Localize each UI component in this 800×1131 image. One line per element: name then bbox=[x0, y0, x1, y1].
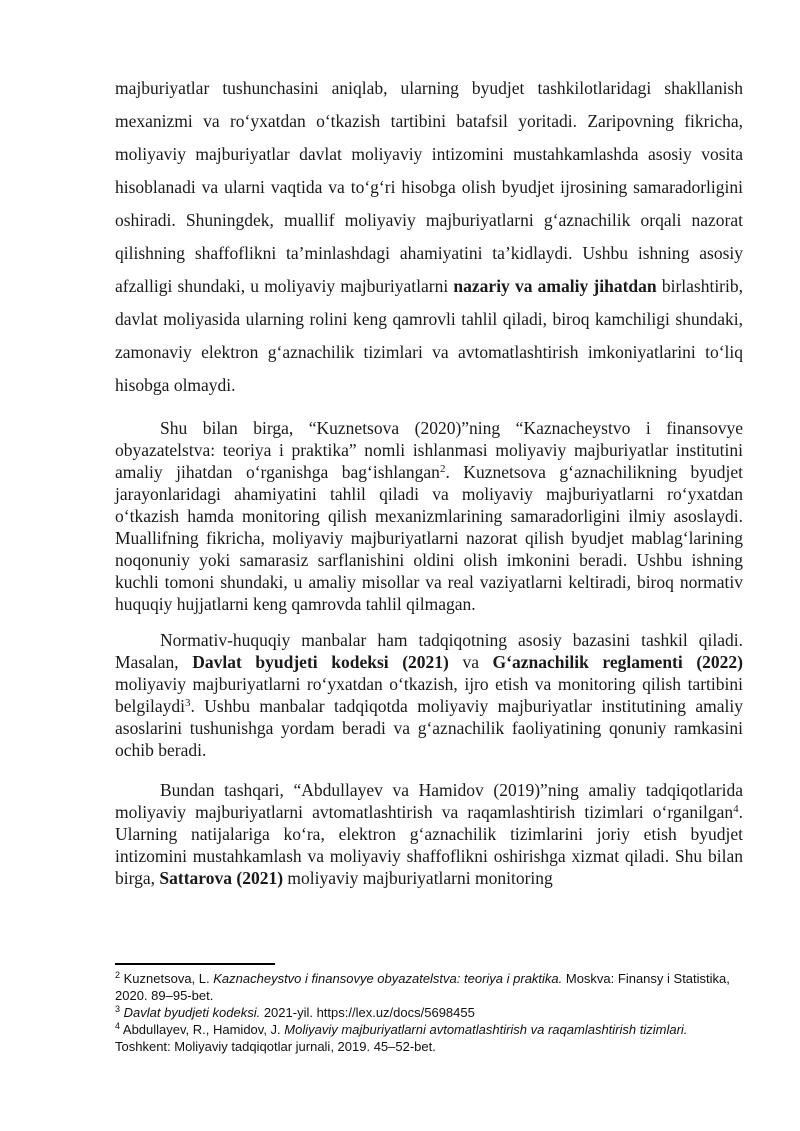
footnote-marker: 4 bbox=[115, 1021, 121, 1031]
text-run: moliyaviy majburiyatlarni roʻyxatdan oʻtkazish, ijro etish va monitoring qilish tartibini belgilaydi bbox=[115, 674, 743, 716]
paragraph-kuznetsova-review bbox=[115, 417, 743, 615]
paragraph-abdullayev-hamidov bbox=[115, 779, 743, 889]
footnote-marker: 2 bbox=[115, 970, 121, 980]
footnote-ref-3: 3 bbox=[184, 697, 191, 709]
footnote-text: Kuznetsova, L. bbox=[120, 971, 214, 986]
footnote-3 bbox=[115, 1004, 743, 1021]
footnote-2 bbox=[115, 970, 743, 1004]
footnote-text: Moskva: Finansy i Statistika, 2020. 89–95-bet. bbox=[115, 971, 730, 1003]
text-run: . Kuznetsova gʻaznachilikning byudjet jarayonlaridagi ahamiyatini tahlil qiladi va moliyaviy majburiyatlarni roʻyxatdan oʻtkazish hamda monitoring qilish mexanizmlarining samaradorligini ilmiy asoslaydi. Muallifning fikricha, moliyaviy majburiyatlarni nazorat qilish byudjet mablagʻlarining noqonuniy yoki samarasiz sarflanishini oldini olish imkonini beradi. Ushbu ishning kuchli tomoni shundaki, u amaliy misollar va real vaziyatlarni keltiradi, biroq normativ huquqiy hujjatlarni keng qamrovda tahlil qilmagan. bbox=[115, 462, 743, 614]
footnote-url: 2021-yil. https://lex.uz/docs/5698455 bbox=[260, 1005, 475, 1020]
footnote-4 bbox=[115, 1021, 743, 1055]
text-run-bold: Sattarova (2021) bbox=[159, 868, 284, 888]
text-run: majburiyatlar tushunchasini aniqlab, ularning byudjet tashkilotlaridagi shakllanish mexanizmi va roʻyxatdan oʻtkazish tartibini batafsil yoritadi. Zaripovning fikricha, moliyaviy majburiyatlar davlat moliyaviy intizomini mustahkamlashda asosiy vosita hisoblanadi va ularni vaqtida va toʻgʻri hisobga olish byudjet ijrosining samaradorligini oshiradi. Shuningdek, muallif moliyaviy majburiyatlarni gʻaznachilik orqali nazorat qilishning shaffoflikni ta’minlashdagi ahamiyatini ta’kidlaydi. Ushbu ishning asosiy afzalligi shundaki, u moliyaviy majburiyatlarni bbox=[115, 78, 743, 296]
text-run: moliyaviy majburiyatlarni monitoring bbox=[283, 868, 553, 888]
text-run: birlashtirib, davlat moliyasida ularning rolini keng qamrovli tahlil qiladi, biroq kamchiligi shundaki, zamonaviy elektron gʻaznachilik tizimlari va avtomatlashtirish imkoniyatlarini toʻliq hisobga olmaydi. bbox=[115, 276, 743, 395]
footnotes-section bbox=[115, 963, 743, 1055]
text-run: Shu bilan birga, “Kuznetsova (2020)”ning “Kaznacheystvo i finansovye obyazatelstva: teoriya i praktika” nomli ishlanmasi moliyaviy majburiyatlar institutini amaliy jihatdan oʻrganishga bagʻishlangan bbox=[115, 418, 743, 482]
footnote-title: Davlat byudjeti kodeksi. bbox=[123, 1005, 261, 1020]
footnote-text: Toshkent: Moliyaviy tadqiqotlar jurnali, 2019. 45–52-bet. bbox=[115, 1039, 436, 1054]
text-run: Normativ-huquqiy manbalar ham tadqiqotning asosiy bazasini tashkil qiladi. Masalan, bbox=[115, 630, 743, 672]
footnote-title: Moliyaviy majburiyatlarni avtomatlashtirish va raqamlashtirish tizimlari. bbox=[284, 1022, 688, 1037]
document-body bbox=[115, 72, 743, 889]
text-run: va bbox=[448, 652, 493, 672]
footnote-text: Abdullayev, R., Hamidov, J. bbox=[120, 1022, 285, 1037]
paragraph-zaripov-review bbox=[115, 72, 743, 402]
text-run: . Ushbu manbalar tadqiqotda moliyaviy majburiyatlar institutining amaliy asoslarini tushunishga yordam beradi va gʻaznachilik faoliyatining qonuniy ramkasini ochib beradi. bbox=[115, 696, 743, 760]
text-run-bold: nazariy va amaliy jihatdan bbox=[453, 276, 657, 296]
text-run: Bundan tashqari, “Abdullayev va Hamidov (2019)”ning amaliy tadqiqotlarida moliyaviy majburiyatlarni avtomatlashtirish va raqamlashtirish tizimlari oʻrganilgan bbox=[115, 780, 743, 822]
text-run-bold: Davlat byudjeti kodeksi (2021) bbox=[192, 652, 449, 672]
footnote-ref-2: 2 bbox=[439, 463, 446, 475]
footnote-title: Kaznacheystvo i finansovye obyazatelstva: teoriya i praktika. bbox=[213, 971, 563, 986]
text-run-bold: Gʻaznachilik reglamenti (2022) bbox=[492, 652, 743, 672]
footnote-separator bbox=[115, 963, 275, 965]
text-run: . Ularning natijalariga koʻra, elektron gʻaznachilik tizimlarini joriy etish byudjet intizomini mustahkamlash va moliyaviy shaffoflikni oshirishga xizmat qiladi. Shu bilan birga, bbox=[115, 802, 743, 888]
paragraph-normative-sources bbox=[115, 629, 743, 761]
footnote-marker: 3 bbox=[115, 1004, 121, 1014]
footnote-ref-4: 4 bbox=[733, 803, 739, 815]
